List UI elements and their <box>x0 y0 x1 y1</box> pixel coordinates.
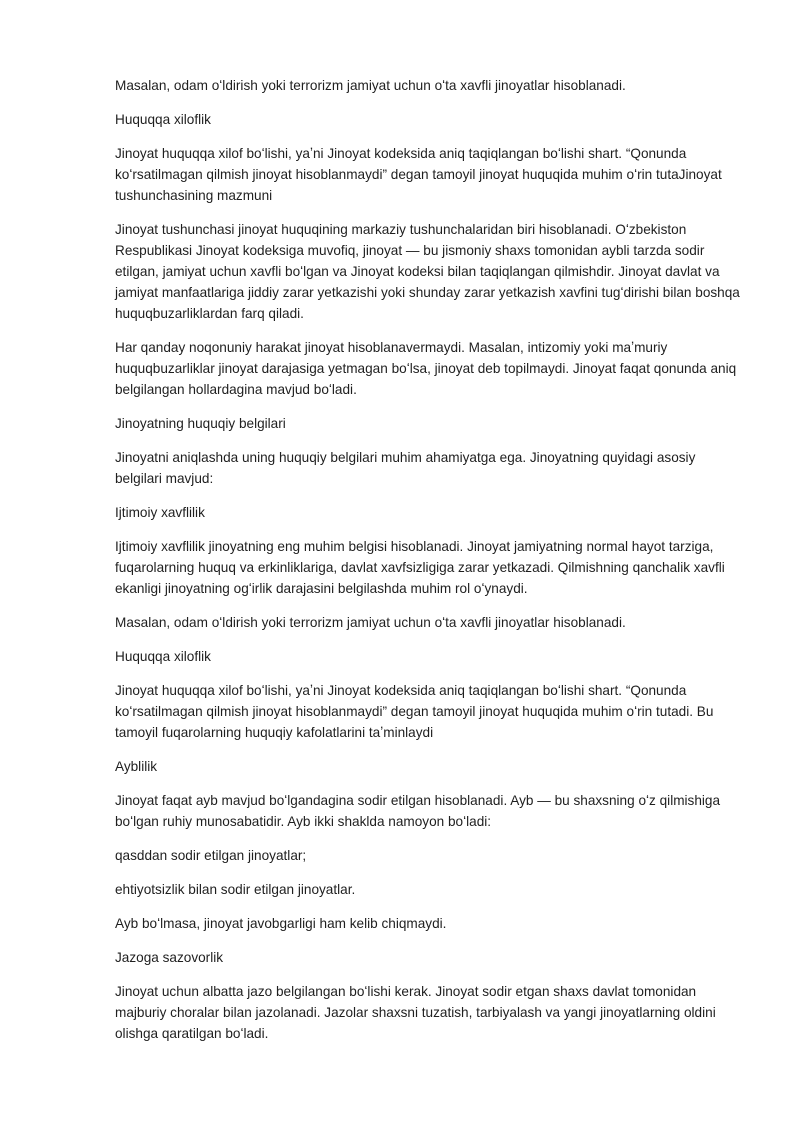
section-heading: Huquqqa xiloflik <box>115 649 211 664</box>
list-item: qasddan sodir etilgan jinoyatlar; <box>115 848 307 863</box>
paragraph: Jinoyat uchun albatta jazo belgilangan boʻlishi kerak. Jinoyat sodir etgan shaxs davlat tomonidan majburiy choralar bilan jazolanadi. Jazolar shaxsni tuzatish, tarbiyalash va yangi jinoyatlarning oldini olishga qaratilgan boʻladi. <box>115 984 716 1041</box>
paragraph: Ijtimoiy xavflilik jinoyatning eng muhim belgisi hisoblanadi. Jinoyat jamiyatning normal hayot tarziga, fuqarolarning huquq va erkinliklariga, davlat xavfsizligiga zarar yetkazadi. Qilmishning qanchalik xavfli ekanligi jinoyatning ogʻirlik darajasini belgilashda muhim rol oʻynaydi. <box>115 539 725 596</box>
paragraph: Jinoyat faqat ayb mavjud boʻlgandagina sodir etilgan hisoblanadi. Ayb — bu shaxsning oʻz qilmishiga boʻlgan ruhiy munosabatidir. Ayb ikki shaklda namoyon boʻladi: <box>115 793 721 829</box>
section-heading: Huquqqa xiloflik <box>115 112 211 127</box>
paragraph: Jinoyatni aniqlashda uning huquqiy belgilari muhim ahamiyatga ega. Jinoyatning quyidagi asosiy belgilari mavjud: <box>115 450 696 486</box>
paragraph: Masalan, odam oʻldirish yoki terrorizm jamiyat uchun oʻta xavfli jinoyatlar hisoblanadi. <box>115 78 626 93</box>
paragraph: Masalan, odam oʻldirish yoki terrorizm jamiyat uchun oʻta xavfli jinoyatlar hisoblanadi. <box>115 615 626 630</box>
paragraph: Ayb boʻlmasa, jinoyat javobgarligi ham kelib chiqmaydi. <box>115 916 447 931</box>
section-heading: Jazoga sazovorlik <box>115 950 224 965</box>
section-heading: Ijtimoiy xavflilik <box>115 505 205 520</box>
list-item: ehtiyotsizlik bilan sodir etilgan jinoyatlar. <box>115 882 356 897</box>
paragraph: Jinoyat tushunchasi jinoyat huquqining markaziy tushunchalaridan biri hisoblanadi. Oʻzbekiston Respublikasi Jinoyat kodeksiga muvofiq, jinoyat — bu jismoniy shaxs tomonidan aybli tarzda sodir etilgan, jamiyat uchun xavfli boʻlgan va Jinoyat kodeksi bilan taqiqlangan qilmishdir. Jinoyat davlat va jamiyat manfaatlariga jiddiy zarar yetkazishi yoki shunday zarar yetkazish xavfini tugʻdirishi bilan boshqa huquqbuzarliklardan farq qiladi. <box>115 222 740 321</box>
section-heading: Ayblilik <box>115 759 158 774</box>
paragraph: Jinoyat huquqqa xilof boʻlishi, yaʼni Jinoyat kodeksida aniq taqiqlangan boʻlishi shart. “Qonunda koʻrsatilmagan qilmish jinoyat hisoblanmaydi” degan tamoyil jinoyat huquqida muhim oʻrin tutadi. Bu tamoyil fuqarolarning huquqiy kafolatlarini taʼminlaydi <box>115 683 714 740</box>
section-heading: Jinoyatning huquqiy belgilari <box>115 416 286 431</box>
paragraph: Har qanday noqonuniy harakat jinoyat hisoblanavermaydi. Masalan, intizomiy yoki maʼmuriy huquqbuzarliklar jinoyat darajasiga yetmagan boʻlsa, jinoyat deb topilmaydi. Jinoyat faqat qonunda aniq belgilangan hollardagina mavjud boʻladi. <box>115 340 737 397</box>
paragraph: Jinoyat huquqqa xilof boʻlishi, yaʼni Jinoyat kodeksida aniq taqiqlangan boʻlishi shart. “Qonunda koʻrsatilmagan qilmish jinoyat hisoblanmaydi” degan tamoyil jinoyat huquqida muhim oʻrin tutaJinoyat tushunchasining mazmuni <box>115 146 722 203</box>
